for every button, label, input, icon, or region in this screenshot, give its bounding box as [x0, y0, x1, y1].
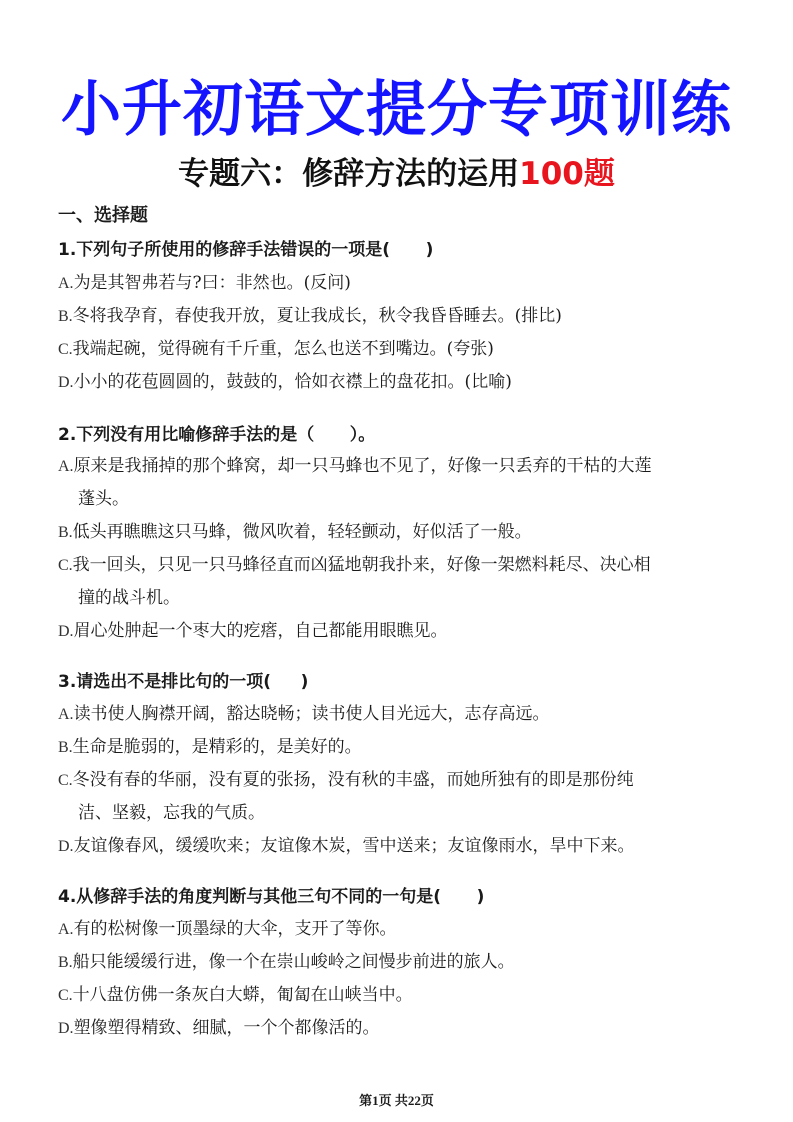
question-4-option-a	[58, 913, 738, 946]
question-stem: 下列句子所使用的修辞手法错误的一项是( )	[76, 240, 434, 260]
section-heading: 一、选择题	[58, 205, 148, 226]
question-2-option-c	[58, 549, 738, 615]
option-letter: D.	[58, 838, 74, 855]
question-1-option-d	[58, 366, 738, 399]
question-number: 2.	[58, 425, 77, 445]
option-text-continued: 撞的战斗机。	[78, 588, 180, 608]
question-1-option-a	[58, 267, 738, 300]
option-text: 我端起碗，觉得碗有千斤重，怎么也送不到嘴边。(夸张)	[72, 339, 494, 359]
question-4-option-b	[58, 946, 738, 979]
question-3-option-c	[58, 764, 738, 830]
question-number: 1.	[58, 240, 77, 260]
option-text: 我一回头，只见一只马蜂径直而凶猛地朝我扑来，好像一架燃料耗尽、决心相	[72, 555, 651, 575]
option-letter: B.	[58, 954, 73, 971]
question-2-option-d	[58, 615, 738, 648]
option-letter: A.	[58, 921, 74, 938]
option-letter: C.	[58, 557, 73, 574]
option-text: 十八盘仿佛一条灰白大蟒，匍匐在山峡当中。	[72, 985, 413, 1005]
sub-title	[0, 152, 793, 196]
option-letter: B.	[58, 739, 73, 756]
question-4-title	[58, 884, 484, 910]
option-text: 生命是脆弱的，是精彩的，是美好的。	[72, 737, 362, 757]
sub-title-text: 专题六：修辞方法的运用	[178, 156, 520, 192]
option-text: 为是其智弗若与?曰：非然也。(反问)	[73, 273, 351, 293]
option-text-continued: 洁、坚毅，忘我的气质。	[78, 803, 265, 823]
option-text: 小小的花苞圆圆的，鼓鼓的，恰如衣襟上的盘花扣。(比喻)	[73, 372, 512, 392]
option-text: 冬将我孕育，春使我开放，夏让我成长，秋令我昏昏睡去。(排比)	[72, 306, 562, 326]
question-stem: 请选出不是排比句的一项( )	[76, 672, 309, 692]
option-letter: B.	[58, 308, 73, 325]
question-stem: 下列没有用比喻修辞手法的是（ ）。	[76, 425, 376, 445]
option-letter: A.	[58, 275, 74, 292]
question-3-title	[58, 669, 308, 695]
option-text: 低头再瞧瞧这只马蜂，微风吹着，轻轻颤动，好似活了一般。	[72, 522, 532, 542]
main-title: 小升初语文提分专项训练	[61, 75, 732, 145]
question-number: 3.	[58, 672, 77, 692]
option-text: 原来是我捅掉的那个蜂窝，却一只马蜂也不见了，好像一只丢弃的干枯的大莲	[73, 456, 652, 476]
option-text: 友谊像春风，缓缓吹来；友谊像木炭，雪中送来；友谊像雨水，旱中下来。	[73, 836, 635, 856]
option-text: 船只能缓缓行进，像一个在崇山峻岭之间慢步前进的旅人。	[72, 952, 515, 972]
option-letter: D.	[58, 623, 74, 640]
question-3-option-a	[58, 698, 738, 731]
question-1-option-b	[58, 300, 738, 333]
question-4-option-d	[58, 1012, 738, 1045]
question-1-option-c	[58, 333, 738, 366]
option-letter: A.	[58, 458, 74, 475]
option-text: 眉心处肿起一个枣大的疙瘩，自己都能用眼瞧见。	[73, 621, 448, 641]
option-letter: C.	[58, 772, 73, 789]
question-2-option-b	[58, 516, 738, 549]
option-text: 读书使人胸襟开阔，豁达晓畅；读书使人目光远大，志存高远。	[73, 704, 550, 724]
question-3-option-d	[58, 830, 738, 863]
page-number-footer: 第1页 共22页	[359, 1093, 434, 1108]
question-4-option-c	[58, 979, 738, 1012]
option-letter: B.	[58, 524, 73, 541]
sub-title-count: 100题	[519, 156, 615, 192]
option-letter: A.	[58, 706, 74, 723]
option-text: 冬没有春的华丽，没有夏的张扬，没有秋的丰盛，而她所独有的即是那份纯	[72, 770, 634, 790]
question-2-option-a	[58, 450, 738, 516]
question-stem: 从修辞手法的角度判断与其他三句不同的一句是( )	[76, 887, 485, 907]
option-letter: D.	[58, 1020, 74, 1037]
option-letter: D.	[58, 374, 74, 391]
question-3-option-b	[58, 731, 738, 764]
option-letter: C.	[58, 341, 73, 358]
option-text-continued: 蓬头。	[78, 489, 129, 509]
question-1-title	[58, 237, 433, 263]
question-2-title	[58, 422, 375, 448]
option-text: 塑像塑得精致、细腻，一个个都像活的。	[73, 1018, 380, 1038]
question-number: 4.	[58, 887, 77, 907]
option-letter: C.	[58, 987, 73, 1004]
option-text: 有的松树像一顶墨绿的大伞，支开了等你。	[73, 919, 397, 939]
